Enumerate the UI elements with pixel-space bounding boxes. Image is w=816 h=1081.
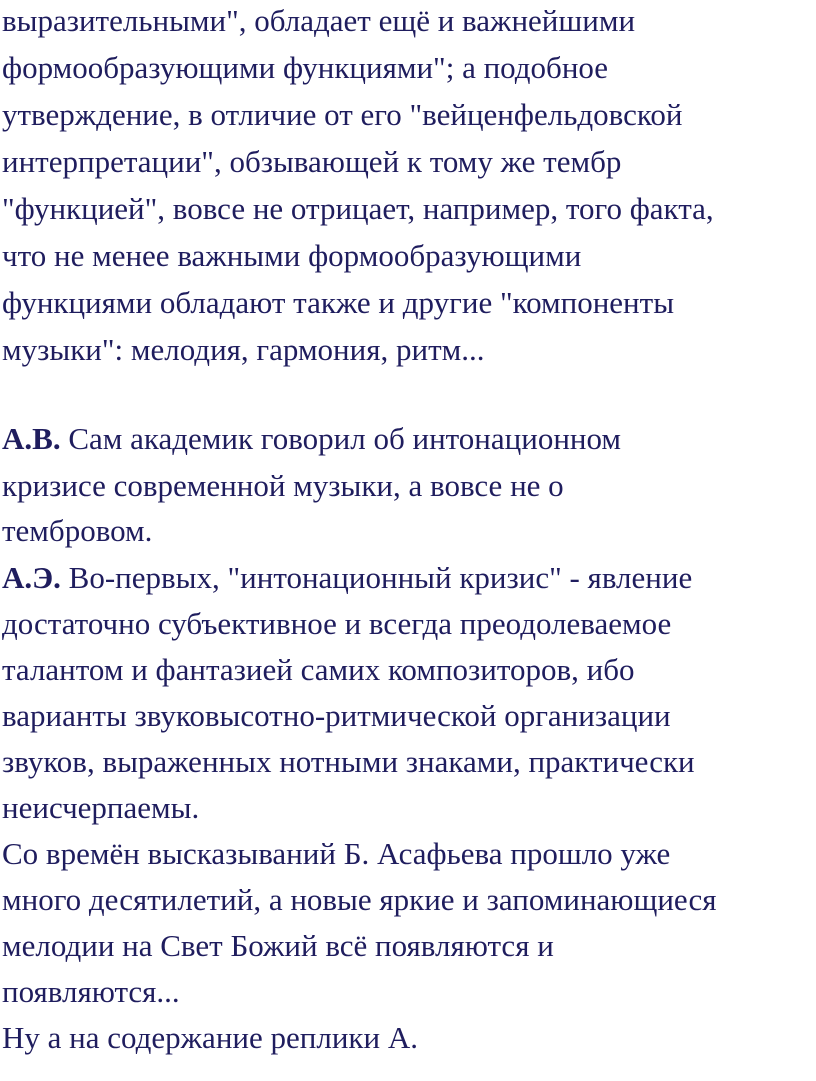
text-line: звуков, выраженных нотными знаками, практически bbox=[2, 744, 695, 779]
reply-line bbox=[2, 418, 621, 460]
text-line: неисчерпаемы. bbox=[2, 790, 200, 825]
reply-line bbox=[2, 557, 692, 599]
text-line: появляются... bbox=[2, 974, 180, 1009]
text-line: "функцией", вовсе не отрицает, например, того факта, bbox=[2, 191, 714, 226]
reply-text: Сам академик говорил об интонационном bbox=[60, 421, 622, 456]
text-line: мелодии на Свет Божий всё появляются и bbox=[2, 928, 554, 963]
text-line: функциями обладают также и другие "компоненты bbox=[2, 285, 675, 320]
text-line: много десятилетий, а новые яркие и запоминающиеся bbox=[2, 882, 717, 917]
text-line: кризисе современной музыки, а вовсе не о bbox=[2, 468, 564, 503]
speaker-label-ae: А.Э. bbox=[2, 560, 61, 595]
text-line: выразительными", обладает ещё и важнейшими bbox=[2, 3, 636, 38]
text-line: варианты звуковысотно-ритмической организации bbox=[2, 698, 671, 733]
text-line: интерпретации", обзывающей к тому же тембр bbox=[2, 144, 622, 179]
speaker-label-av: А.В. bbox=[2, 421, 61, 456]
text-line: талантом и фантазией самих композиторов, ибо bbox=[2, 652, 635, 687]
text-line: тембровом. bbox=[2, 513, 153, 548]
reply-text: Во-первых, "интонационный кризис" - явление bbox=[60, 560, 693, 595]
text-line: утверждение, в отличие от его "вейценфельдовской bbox=[2, 97, 683, 132]
text-line: Со времён высказываний Б. Асафьева прошло уже bbox=[2, 836, 671, 871]
text-line: музыки": мелодия, гармония, ритм... bbox=[2, 332, 485, 367]
text-line: достаточно субъективное и всегда преодолеваемое bbox=[2, 606, 672, 641]
text-line: Ну а на содержание реплики А. bbox=[2, 1020, 418, 1055]
text-line: формообразующими функциями"; а подобное bbox=[2, 50, 609, 85]
text-line: что не менее важными формообразующими bbox=[2, 238, 582, 273]
